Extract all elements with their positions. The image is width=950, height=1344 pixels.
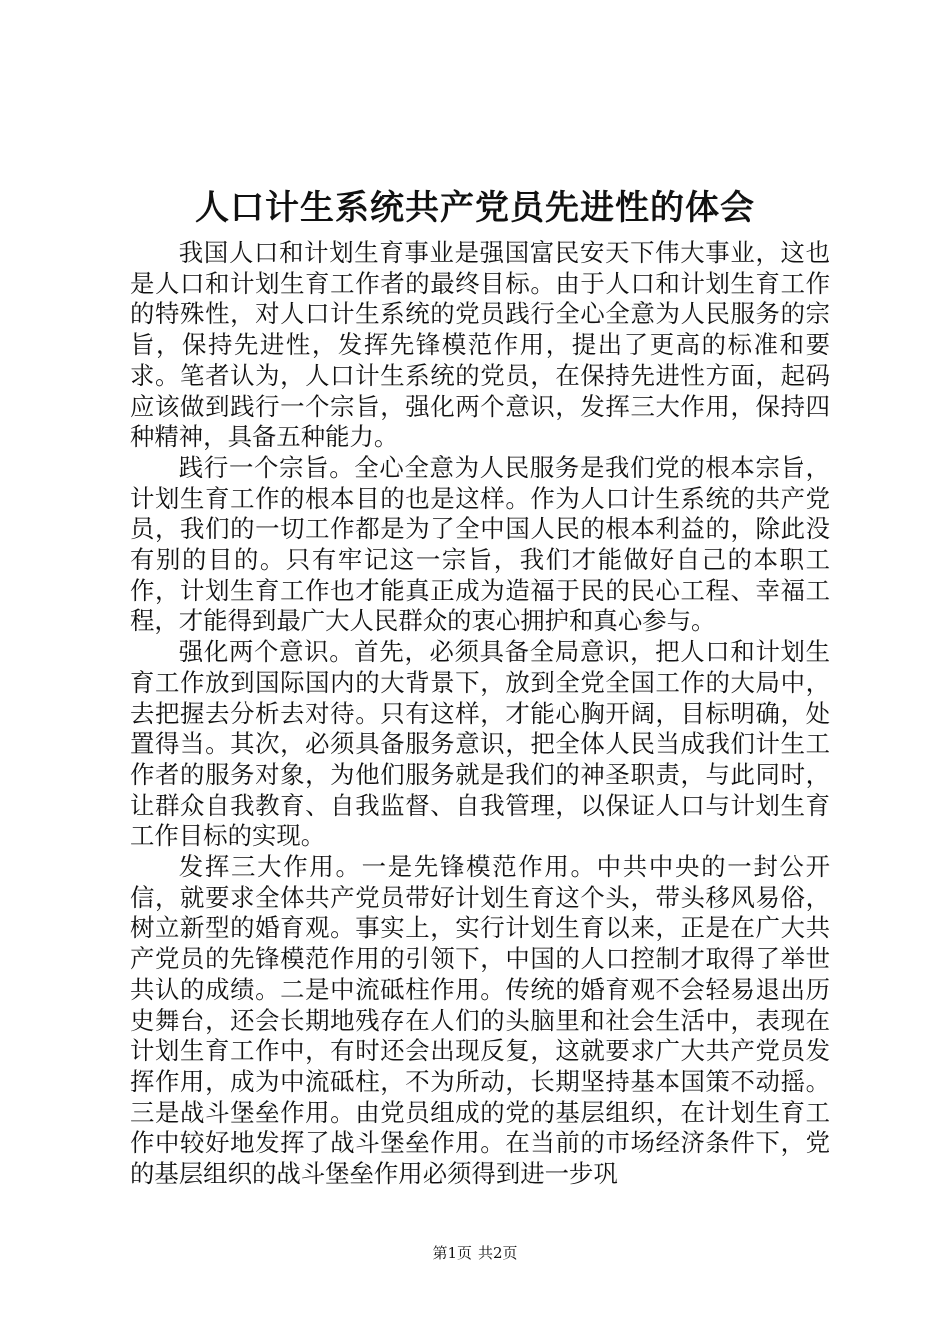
paragraph-intro: 我国人口和计划生育事业是强国富民安天下伟大事业，这也是人口和计划生育工作者的最终目标。由于人口和计划生育工作的特殊性，对人口计生系统的党员践行全心全意为人民服务的宗旨，保持先进性，发挥先锋模范作用，提出了更高的标准和要求。笔者认为，人口计生系统的党员，在保持先进性方面，起码应该做到践行一个宗旨，强化两个意识，发挥三大作用，保持四种精神，具备五种能力。	[130, 238, 830, 452]
page-footer	[0, 1243, 950, 1263]
paragraph-three-roles: 发挥三大作用。一是先锋模范作用。中共中央的一封公开信，就要求全体共产党员带好计划生育这个头，带头移风易俗，树立新型的婚育观。事实上，实行计划生育以来，正是在广大共产党员的先锋模范作用的引领下，中国的人口控制才取得了举世共认的成绩。二是中流砥柱作用。传统的婚育观不会轻易退出历史舞台，还会长期地残存在人们的头脑里和社会生活中，表现在计划生育工作中，有时还会出现反复，这就要求广大共产党员发挥作用，成为中流砥柱，不为所动，长期坚持基本国策不动摇。三是战斗堡垒作用。由党员组成的党的基层组织，在计划生育工作中较好地发挥了战斗堡垒作用。在当前的市场经济条件下，党的基层组织的战斗堡垒作用必须得到进一步巩	[130, 852, 830, 1189]
document-body	[130, 238, 830, 1190]
document-title: 人口计生系统共产党员先进性的体会	[195, 188, 755, 228]
page-total: 共2页	[478, 1244, 518, 1262]
paragraph-one-purpose: 践行一个宗旨。全心全意为人民服务是我们党的根本宗旨，计划生育工作的根本目的也是这样。作为人口计生系统的共产党员，我们的一切工作都是为了全中国人民的根本利益的，除此没有别的目的。只有牢记这一宗旨，我们才能做好自己的本职工作，计划生育工作也才能真正成为造福于民的民心工程、幸福工程，才能得到最广大人民群众的衷心拥护和真心参与。	[130, 452, 830, 636]
paragraph-two-awareness: 强化两个意识。首先，必须具备全局意识，把人口和计划生育工作放到国际国内的大背景下，放到全党全国工作的大局中，去把握去分析去对待。只有这样，才能心胸开阔，目标明确，处置得当。其次，必须具备服务意识，把全体人民当成我们计生工作者的服务对象，为他们服务就是我们的神圣职责，与此同时，让群众自我教育、自我监督、自我管理，以保证人口与计划生育工作目标的实现。	[130, 637, 830, 851]
page-number: 第1页	[432, 1244, 472, 1262]
